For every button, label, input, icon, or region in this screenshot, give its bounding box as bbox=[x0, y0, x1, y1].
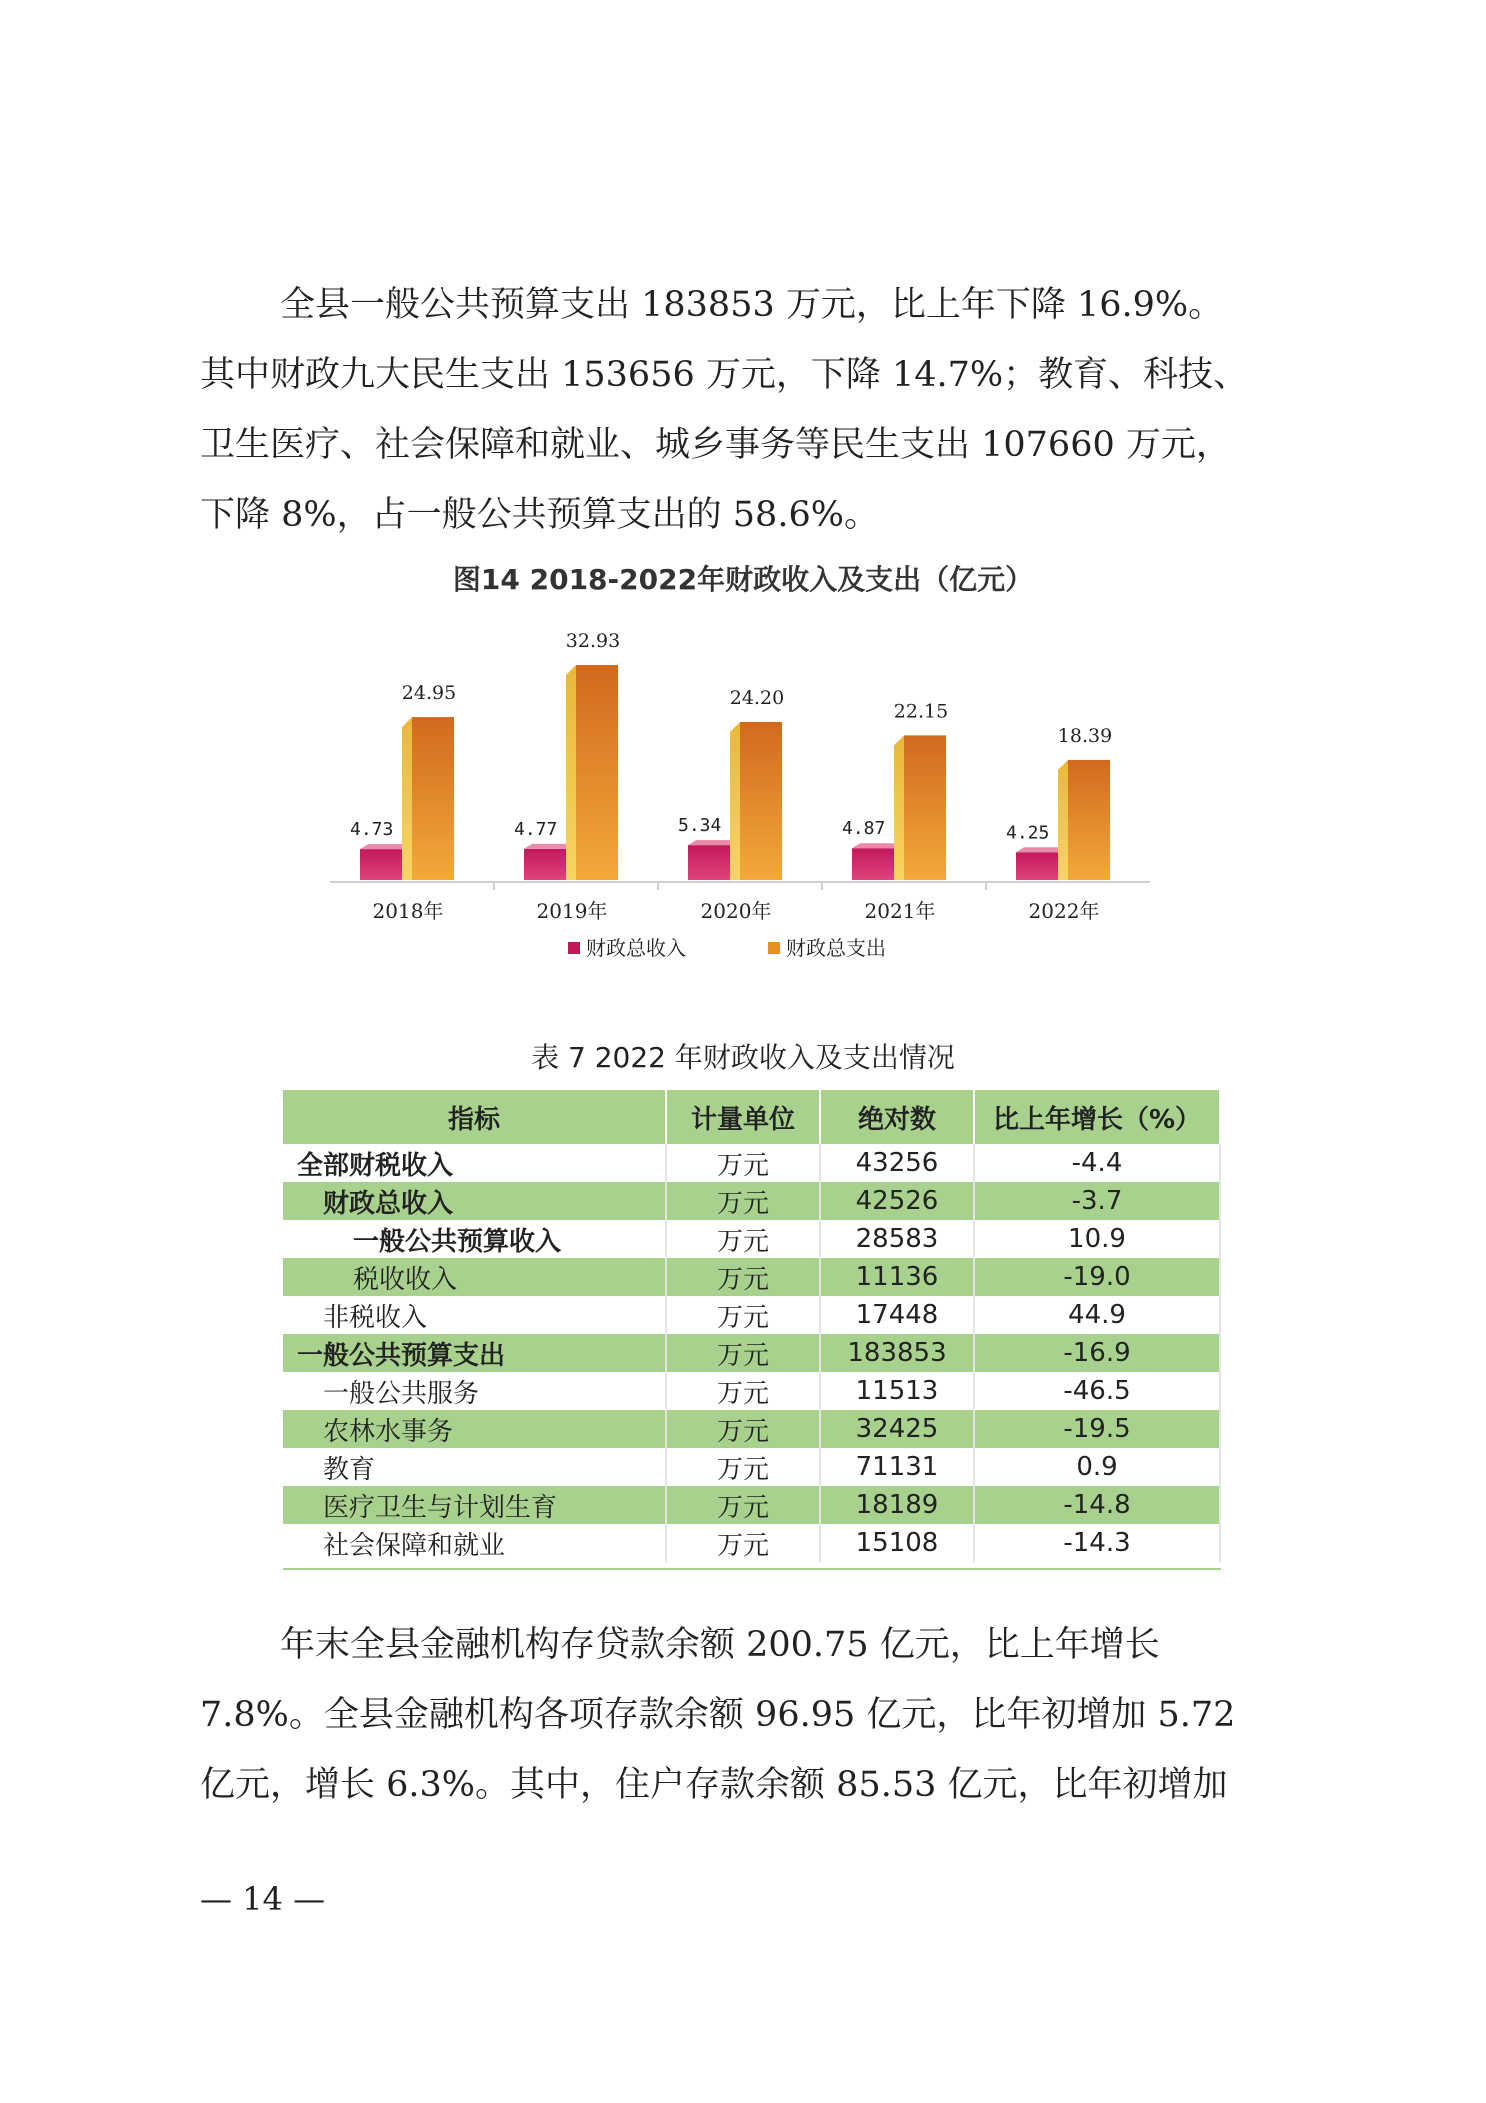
text-line: 年末全县金融机构存贷款余额 200.75 亿元，比上年增长 bbox=[280, 1625, 1160, 1665]
row-unit: 万元 bbox=[666, 1144, 820, 1182]
row-name: 一般公共服务 bbox=[283, 1372, 666, 1410]
row-name: 一般公共预算支出 bbox=[283, 1334, 666, 1372]
table-row bbox=[283, 1486, 1220, 1524]
row-name: 税收收入 bbox=[283, 1258, 666, 1296]
table-row bbox=[283, 1410, 1220, 1448]
table-row bbox=[283, 1296, 1220, 1334]
page-number: — 14 — bbox=[200, 1880, 326, 1918]
row-value: 11513 bbox=[820, 1372, 974, 1410]
paragraph-budget-expenditure bbox=[200, 270, 1300, 550]
x-tick-label: 2021年 bbox=[864, 899, 936, 923]
expenditure-bar-side bbox=[1058, 760, 1068, 880]
row-unit: 万元 bbox=[666, 1258, 820, 1296]
table-row bbox=[283, 1182, 1220, 1220]
row-unit: 万元 bbox=[666, 1296, 820, 1334]
expenditure-data-label: 24.20 bbox=[729, 686, 785, 709]
expenditure-bar bbox=[412, 717, 454, 880]
expenditure-bar bbox=[904, 735, 946, 880]
row-value: 11136 bbox=[820, 1258, 974, 1296]
row-growth: -19.5 bbox=[974, 1410, 1220, 1448]
text-line: 卫生医疗、社会保障和就业、城乡事务等民生支出 107660 万元， bbox=[200, 425, 1231, 465]
row-unit: 万元 bbox=[666, 1410, 820, 1448]
finance-table bbox=[283, 1090, 1221, 1570]
x-tick-label: 2018年 bbox=[372, 899, 444, 923]
table-bottom-rule bbox=[283, 1568, 1221, 1570]
row-growth: -19.0 bbox=[974, 1258, 1220, 1296]
row-value: 183853 bbox=[820, 1334, 974, 1372]
row-growth: 44.9 bbox=[974, 1296, 1220, 1334]
expenditure-bar-side bbox=[566, 665, 576, 880]
row-name: 医疗卫生与计划生育 bbox=[283, 1486, 666, 1524]
table-row bbox=[283, 1448, 1220, 1486]
table-row bbox=[283, 1524, 1220, 1562]
row-name: 一般公共预算收入 bbox=[283, 1220, 666, 1258]
row-growth: 0.9 bbox=[974, 1448, 1220, 1486]
row-unit: 万元 bbox=[666, 1220, 820, 1258]
row-growth: -4.4 bbox=[974, 1144, 1220, 1182]
x-tick-label: 2020年 bbox=[700, 899, 772, 923]
revenue-data-label: 4.73 bbox=[350, 819, 394, 841]
text-line: 亿元，增长 6.3%。其中，住户存款余额 85.53 亿元，比年初增加 bbox=[200, 1765, 1228, 1805]
revenue-expenditure-chart bbox=[290, 600, 1190, 980]
column-header: 绝对数 bbox=[820, 1090, 974, 1144]
row-unit: 万元 bbox=[666, 1372, 820, 1410]
row-growth: -14.8 bbox=[974, 1486, 1220, 1524]
row-growth: -3.7 bbox=[974, 1182, 1220, 1220]
row-name: 非税收入 bbox=[283, 1296, 666, 1334]
row-unit: 万元 bbox=[666, 1448, 820, 1486]
row-value: 71131 bbox=[820, 1448, 974, 1486]
expenditure-bar-side bbox=[730, 722, 740, 880]
expenditure-data-label: 18.39 bbox=[1057, 724, 1113, 747]
row-unit: 万元 bbox=[666, 1334, 820, 1372]
table-title: 表 7 2022 年财政收入及支出情况 bbox=[531, 1041, 955, 1074]
row-name: 农林水事务 bbox=[283, 1410, 666, 1448]
expenditure-bar bbox=[576, 665, 618, 880]
expenditure-bar-side bbox=[402, 717, 412, 880]
text-line: 其中财政九大民生支出 153656 万元，下降 14.7%；教育、科技、 bbox=[200, 355, 1249, 395]
text-line: 7.8%。全县金融机构各项存款余额 96.95 亿元，比年初增加 5.72 bbox=[200, 1695, 1236, 1735]
row-growth: -14.3 bbox=[974, 1524, 1220, 1562]
row-growth: -46.5 bbox=[974, 1372, 1220, 1410]
expenditure-data-label: 24.95 bbox=[401, 682, 457, 705]
table-row bbox=[283, 1334, 1220, 1372]
revenue-data-label: 4.25 bbox=[1006, 822, 1050, 844]
expenditure-bar bbox=[740, 722, 782, 880]
row-unit: 万元 bbox=[666, 1524, 820, 1562]
row-value: 15108 bbox=[820, 1524, 974, 1562]
text-line: 全县一般公共预算支出 183853 万元，比上年下降 16.9%。 bbox=[280, 285, 1224, 325]
text-line: 下降 8%，占一般公共预算支出的 58.6%。 bbox=[200, 495, 879, 535]
row-value: 18189 bbox=[820, 1486, 974, 1524]
table-row bbox=[283, 1220, 1220, 1258]
column-header: 比上年增长（%） bbox=[974, 1090, 1220, 1144]
legend-label-expenditure: 财政总支出 bbox=[786, 936, 886, 960]
row-value: 17448 bbox=[820, 1296, 974, 1334]
column-header: 计量单位 bbox=[666, 1090, 820, 1144]
row-name: 社会保障和就业 bbox=[283, 1524, 666, 1562]
row-value: 28583 bbox=[820, 1220, 974, 1258]
table-row bbox=[283, 1144, 1220, 1182]
table-header-row bbox=[283, 1090, 1220, 1144]
expenditure-bar-side bbox=[894, 735, 904, 880]
revenue-data-label: 4.87 bbox=[842, 818, 886, 840]
row-unit: 万元 bbox=[666, 1182, 820, 1220]
row-value: 32425 bbox=[820, 1410, 974, 1448]
expenditure-data-label: 32.93 bbox=[565, 629, 621, 652]
x-tick-label: 2022年 bbox=[1028, 899, 1100, 923]
revenue-data-label: 4.77 bbox=[514, 818, 558, 840]
revenue-data-label: 5.34 bbox=[678, 815, 722, 837]
table-row bbox=[283, 1372, 1220, 1410]
row-growth: -16.9 bbox=[974, 1334, 1220, 1372]
paragraph-financial-deposits bbox=[200, 1610, 1300, 1820]
row-growth: 10.9 bbox=[974, 1220, 1220, 1258]
expenditure-data-label: 22.15 bbox=[893, 700, 949, 723]
expenditure-bar bbox=[1068, 760, 1110, 880]
row-value: 42526 bbox=[820, 1182, 974, 1220]
row-name: 全部财税收入 bbox=[283, 1144, 666, 1182]
row-name: 财政总收入 bbox=[283, 1182, 666, 1220]
table-row bbox=[283, 1258, 1220, 1296]
legend-swatch-revenue bbox=[568, 942, 580, 954]
legend-swatch-expenditure bbox=[768, 942, 780, 954]
figure-title: 图14 2018-2022年财政收入及支出（亿元） bbox=[452, 563, 1034, 596]
legend-label-revenue: 财政总收入 bbox=[586, 936, 686, 960]
column-header: 指标 bbox=[283, 1090, 666, 1144]
row-name: 教育 bbox=[283, 1448, 666, 1486]
row-unit: 万元 bbox=[666, 1486, 820, 1524]
x-tick-label: 2019年 bbox=[536, 899, 608, 923]
row-value: 43256 bbox=[820, 1144, 974, 1182]
